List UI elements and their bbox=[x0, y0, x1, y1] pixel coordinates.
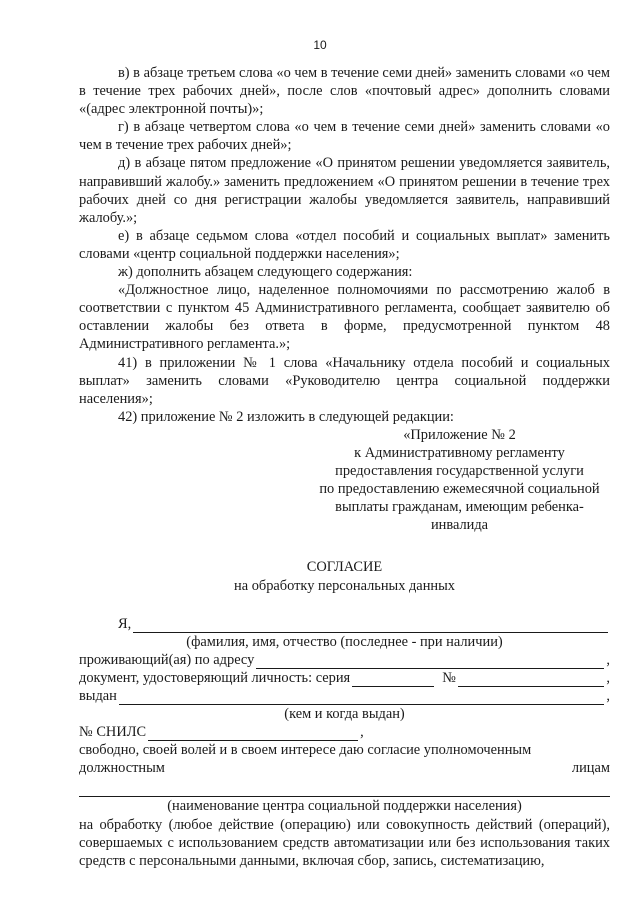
page-number: 10 bbox=[313, 38, 327, 52]
issued-comma: , bbox=[606, 688, 610, 704]
issued-row bbox=[79, 687, 610, 705]
address-row bbox=[79, 651, 610, 669]
persons-word: лицам bbox=[571, 760, 610, 777]
fio-field[interactable] bbox=[133, 619, 608, 633]
appendix-line: предоставления государственной услуги bbox=[335, 463, 584, 480]
paragraph-41: 41) в приложении № 1 слова «Начальнику отдела пособий и социальных выплат» заменить словами «Руководителю центра социальной поддержки населения»; bbox=[79, 354, 610, 407]
appendix-line: по предоставлению ежемесячной социальной bbox=[319, 481, 600, 498]
processing-text: на обработку (любое действие (операцию) или совокупность действий (операций), совершаемых с использованием средств автоматизации или без использования таких средств с персональными данными, включая сбор, запись, систематизацию, bbox=[79, 816, 610, 869]
appendix-line: инвалида bbox=[430, 517, 489, 534]
number-label: № bbox=[442, 669, 456, 686]
snils-field[interactable] bbox=[148, 727, 358, 741]
fio-caption: (фамилия, имя, отчество (последнее - при наличии) bbox=[186, 633, 503, 650]
document-row bbox=[79, 669, 610, 687]
doc-label: документ, удостоверяющий личность: серия bbox=[79, 669, 351, 686]
appendix-line: к Административному регламенту bbox=[354, 444, 565, 461]
address-label: проживающий(ая) по адресу bbox=[79, 651, 255, 668]
officials-row bbox=[79, 759, 610, 777]
paragraph-quote: «Должностное лицо, наделенное полномочиями по рассмотрению жалоб в соответствии с пунктом 45 Административного регламента, сообщает заявителю об оставлении жалобы без ответа в форме, предусмотренной пунктом 48 Административного регламента.»; bbox=[79, 282, 610, 353]
snils-row bbox=[79, 723, 610, 741]
address-field[interactable] bbox=[256, 655, 604, 669]
paragraph-zh: ж) дополнить абзацем следующего содержания: bbox=[118, 264, 413, 281]
snils-comma: , bbox=[360, 724, 364, 741]
issued-caption: (кем и когда выдан) bbox=[284, 706, 405, 723]
appendix-line: «Приложение № 2 bbox=[403, 426, 516, 443]
paragraph-d: д) в абзаце пятом предложение «О принятом решении уведомляется заявитель, направивший жалобу.» заменить предложением «О принятом решении в течение трех рабочих дней со дня регистрации жалобы уведомляется заявитель, направивший жалобу.»; bbox=[79, 155, 610, 226]
fio-row bbox=[79, 615, 610, 633]
center-caption: (наименование центра социальной поддержки населения) bbox=[167, 798, 522, 815]
form-title: СОГЛАСИЕ bbox=[306, 559, 383, 576]
officials-word: должностным bbox=[79, 760, 165, 777]
consent-line: свободно, своей волей и в своем интересе даю согласие уполномоченным bbox=[79, 742, 532, 759]
number-field[interactable] bbox=[458, 673, 604, 687]
snils-label: № СНИЛС bbox=[79, 724, 147, 741]
appendix-header bbox=[309, 426, 610, 535]
series-field[interactable] bbox=[352, 673, 434, 687]
form-subtitle: на обработку персональных данных bbox=[234, 577, 455, 594]
paragraph-e: е) в абзаце седьмом слова «отдел пособий и социальных выплат» заменить словами «центр социальной поддержки населения»; bbox=[79, 227, 610, 262]
i-label: Я, bbox=[118, 615, 132, 632]
issued-label: выдан bbox=[79, 688, 117, 704]
issued-field[interactable] bbox=[119, 691, 605, 705]
document-body bbox=[79, 64, 610, 870]
center-row bbox=[79, 783, 610, 797]
doc-comma: , bbox=[606, 669, 610, 686]
paragraph-v: в) в абзаце третьем слова «о чем в течение семи дней» заменить словами «о чем в течение трех рабочих дней», после слов «почтовый адрес» дополнить словами «(адрес электронной почты)»; bbox=[79, 65, 610, 118]
address-comma: , bbox=[606, 651, 610, 668]
appendix-line: выплаты гражданам, имеющим ребенка- bbox=[335, 499, 584, 516]
paragraph-g: г) в абзаце четвертом слова «о чем в течение семи дней» заменить словами «о чем в течение трех рабочих дней»; bbox=[79, 119, 610, 154]
center-field[interactable] bbox=[79, 783, 610, 797]
paragraph-42: 42) приложение № 2 изложить в следующей редакции: bbox=[118, 408, 454, 425]
